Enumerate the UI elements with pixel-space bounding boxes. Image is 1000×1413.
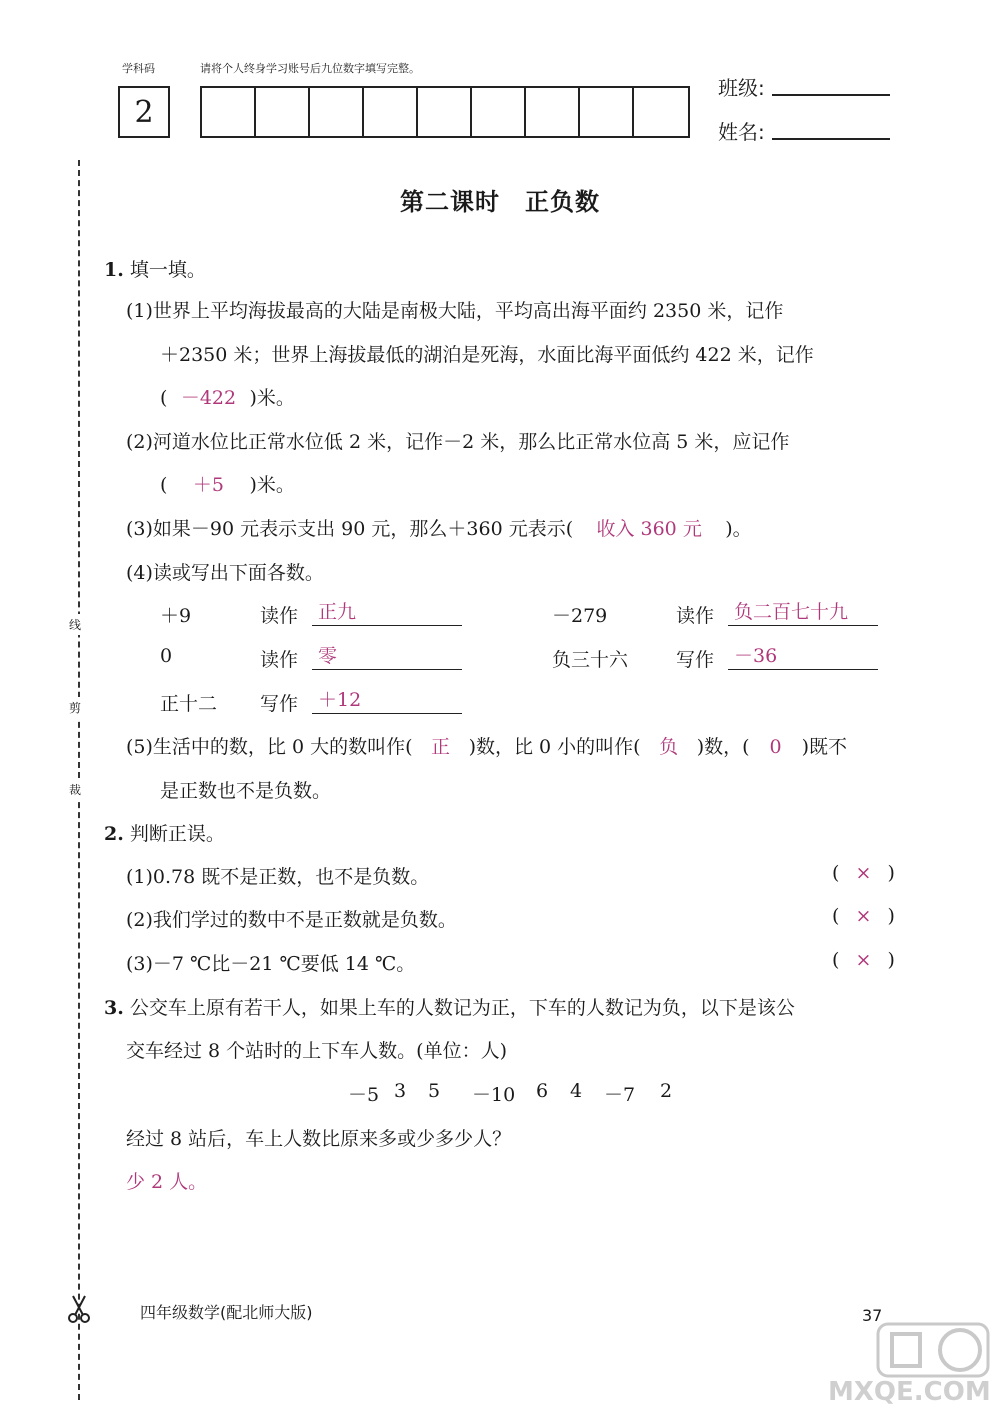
- q1-s4-answer[interactable]: 正九: [312, 599, 462, 626]
- name-label: 姓名:: [718, 120, 765, 144]
- q1-s5-line2: 是正数也不是负数。: [160, 780, 332, 802]
- q1-s4-answer[interactable]: ＋12: [312, 687, 462, 714]
- q1-s2-line2: [160, 470, 295, 497]
- q3-number-item: －10: [472, 1084, 516, 1106]
- paren-open: (: [832, 862, 840, 884]
- q3-question: 经过 8 站后，车上人数比原来多或少多少人？: [126, 1128, 512, 1150]
- account-digit-boxes[interactable]: [200, 86, 690, 138]
- q1-s4-verb: 写作: [260, 693, 299, 715]
- q1-s4-answer[interactable]: －36: [728, 643, 878, 670]
- q2-item-answer[interactable]: ×: [855, 905, 872, 927]
- watermark-text: MXQE.COM: [828, 1377, 991, 1407]
- q1-s4-term: ＋9: [160, 605, 192, 627]
- q1-s2-line1: (2)河道水位比正常水位低 2 米，记作－2 米，那么比正常水位高 5 米，应记作: [126, 431, 790, 453]
- page-number: 37: [862, 1306, 883, 1325]
- watermark-logo: [808, 1318, 998, 1408]
- paren-open: (: [160, 387, 168, 409]
- q3-text-line1: 公交车上原有若干人，如果上车的人数记为正，下车的人数记为负，以下是该公: [129, 997, 795, 1019]
- q2-number: 2.: [104, 823, 124, 845]
- q2-item-answer[interactable]: ×: [855, 949, 872, 971]
- page-title: 第二课时 正负数: [400, 188, 600, 216]
- q1-s4-verb: 读作: [676, 605, 715, 627]
- q1-s3-answer[interactable]: 收入 360 元: [596, 518, 702, 540]
- q1-s3-line: [126, 514, 752, 541]
- q1-s5-answer-positive[interactable]: 正: [431, 736, 451, 758]
- q1-s5-line1: [126, 732, 847, 759]
- q1-s1-answer[interactable]: －422: [180, 387, 237, 409]
- subject-code-box: 2: [118, 86, 170, 138]
- q1-number: 1.: [104, 259, 124, 281]
- q2-item-answer-box: [832, 949, 895, 971]
- account-digit-cell[interactable]: [526, 88, 580, 136]
- class-label: 班级:: [718, 76, 765, 100]
- q1-s5-part4: )既不: [801, 736, 848, 758]
- q1-s4-verb: 写作: [676, 649, 715, 671]
- q3-number-sequence: [348, 1080, 680, 1107]
- q1-s1-line1: (1)世界上平均海拔最高的大陆是南极大陆，平均高出海平面约 2350 米，记作: [126, 300, 784, 322]
- subject-code-label: 学科码: [122, 62, 155, 75]
- q2-item-text: (2)我们学过的数中不是正数就是负数。: [126, 909, 457, 931]
- q1-s5-answer-negative[interactable]: 负: [659, 736, 679, 758]
- q2-item-text: (1)0.78 既不是正数，也不是负数。: [126, 866, 430, 888]
- q1-s4-term: 0: [160, 645, 173, 667]
- q2-item-answer[interactable]: ×: [855, 862, 872, 884]
- q2-item-answer-box: [832, 905, 895, 927]
- q3-number-item: 4: [570, 1080, 583, 1102]
- cut-char-cut: 剪: [69, 697, 81, 718]
- q3-number-item: 6: [536, 1080, 549, 1102]
- q1-s4-verb: 读作: [260, 649, 299, 671]
- account-digit-cell[interactable]: [202, 88, 256, 136]
- cut-char-line: 线: [69, 614, 81, 635]
- paren-close: ): [887, 905, 895, 927]
- paren-close: )米。: [249, 387, 295, 409]
- q2-heading: [104, 819, 225, 846]
- scissors-icon: [66, 1294, 92, 1324]
- paren-close: )米。: [249, 474, 295, 496]
- account-instruction: 请将个人终身学习账号后九位数字填写完整。: [200, 62, 420, 75]
- cut-char-trim: 裁: [69, 779, 81, 800]
- q3-number: 3.: [104, 997, 124, 1019]
- q2-item-text: (3)－7 ℃比－21 ℃要低 14 ℃。: [126, 953, 416, 975]
- q1-s2-answer[interactable]: ＋5: [192, 474, 225, 496]
- q1-s5-part2: )数，比 0 小的叫作(: [468, 736, 641, 758]
- account-digit-cell[interactable]: [634, 88, 688, 136]
- paren-open: (: [160, 474, 168, 496]
- q3-number-item: 2: [660, 1080, 673, 1102]
- q3-number-item: －5: [348, 1084, 380, 1106]
- paren-open: (: [832, 949, 840, 971]
- q1-s5-part1: (5)生活中的数，比 0 大的数叫作(: [126, 736, 413, 758]
- q1-s4-answer[interactable]: 负二百七十九: [728, 599, 878, 626]
- account-digit-cell[interactable]: [364, 88, 418, 136]
- q1-s3-close: )。: [725, 518, 752, 540]
- q3-number-item: －7: [604, 1084, 636, 1106]
- q1-s1-line2: ＋2350 米；世界上海拔最低的湖泊是死海，水面比海平面低约 422 米，记作: [160, 344, 814, 366]
- q1-s4-verb: 读作: [260, 605, 299, 627]
- q1-s4-answer[interactable]: 零: [312, 643, 462, 670]
- q1-s4-term: 负三十六: [552, 649, 629, 671]
- q2-item-answer-box: [832, 862, 895, 884]
- q3-number-item: 5: [428, 1080, 441, 1102]
- q3-number-item: 3: [394, 1080, 407, 1102]
- paren-close: ): [887, 949, 895, 971]
- q1-s4-prompt: (4)读或写出下面各数。: [126, 562, 324, 584]
- paren-open: (: [832, 905, 840, 927]
- q3-line2: 交车经过 8 个站时的上下车人数。(单位：人): [126, 1040, 507, 1062]
- q3-answer[interactable]: 少 2 人。: [126, 1171, 208, 1193]
- account-digit-cell[interactable]: [256, 88, 310, 136]
- footer-book-title: 四年级数学(配北师大版): [140, 1303, 313, 1322]
- q3-line1: [104, 993, 795, 1020]
- q1-prompt: 填一填。: [129, 259, 206, 281]
- q1-s4-term: －279: [552, 605, 608, 627]
- q2-prompt: 判断正误。: [129, 823, 225, 845]
- account-digit-cell[interactable]: [418, 88, 472, 136]
- q1-s5-part3: )数，(: [696, 736, 750, 758]
- account-digit-cell[interactable]: [310, 88, 364, 136]
- q1-s4-term: 正十二: [160, 693, 218, 715]
- q1-s3-prefix: (3)如果－90 元表示支出 90 元，那么＋360 元表示(: [126, 518, 574, 540]
- account-digit-cell[interactable]: [472, 88, 526, 136]
- q1-heading: [104, 255, 206, 282]
- q1-s5-answer-zero[interactable]: 0: [769, 736, 782, 758]
- q1-s1-line3: [160, 383, 295, 410]
- class-field[interactable]: [772, 94, 890, 96]
- paren-close: ): [887, 862, 895, 884]
- name-field[interactable]: [772, 138, 890, 140]
- account-digit-cell[interactable]: [580, 88, 634, 136]
